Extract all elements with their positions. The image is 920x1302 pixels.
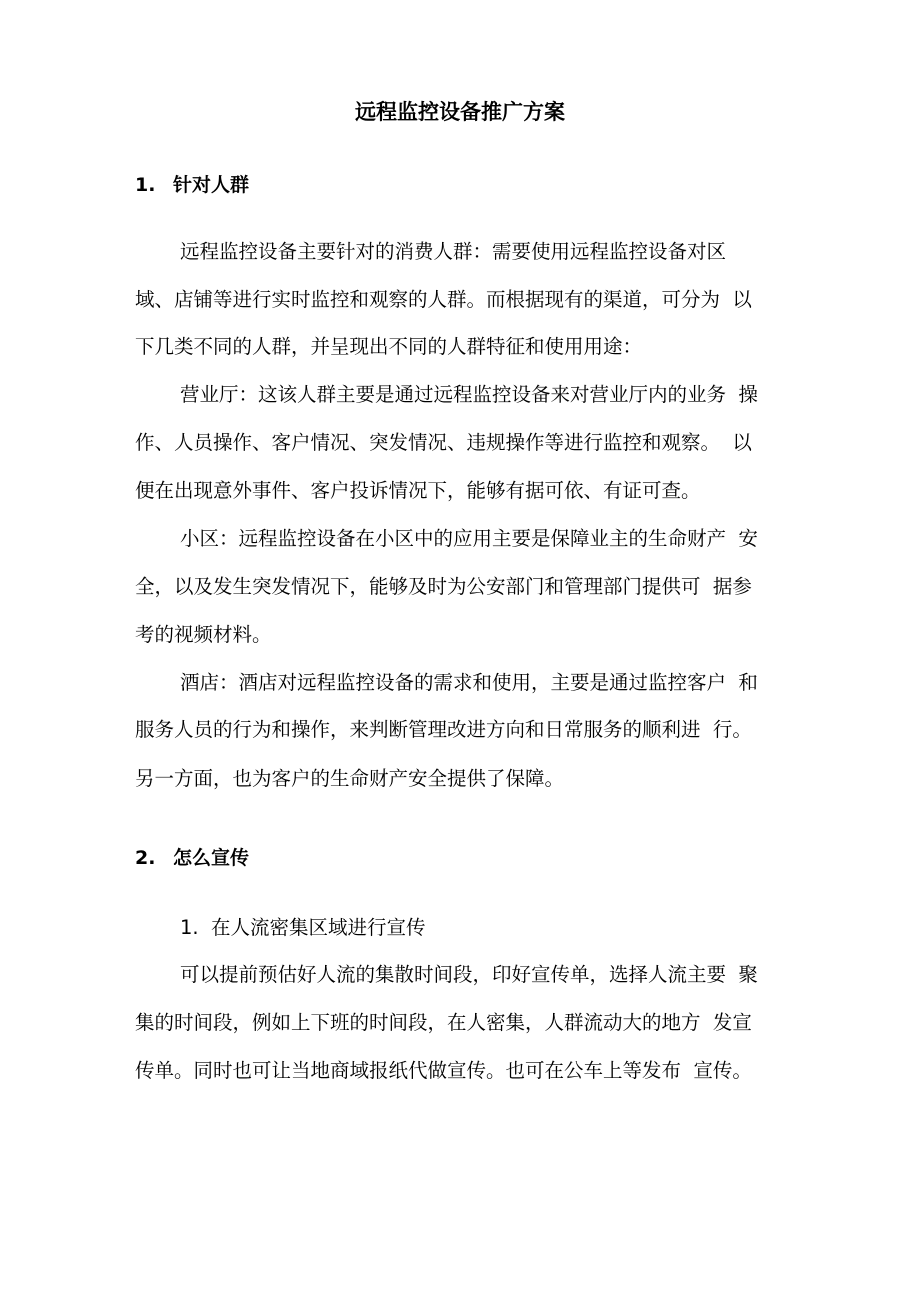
paragraph-line: 营业厅：这该人群主要是通过远程监控设备来对营业厅内的业务 操 [180, 383, 758, 406]
paragraph-line: 小区：远程监控设备在小区中的应用主要是保障业主的生命财产 安 [180, 527, 758, 550]
paragraph-line: 可以提前预估好人流的集散时间段，印好宣传单，选择人流主要 聚 [180, 963, 758, 986]
paragraph-line: 便在出现意外事件、客户投诉情况下，能够有据可依、有证可查。 [135, 479, 701, 502]
section-number: 2. [135, 847, 156, 869]
paragraph-line: 域、店铺等进行实时监控和观察的人群。而根据现有的渠道，可分为 以 [135, 288, 752, 311]
paragraph-line: 酒店：酒店对远程监控设备的需求和使用，主要是通过监控客户 和 [180, 671, 758, 694]
paragraph-line: 作、人员操作、客户情况、突发情况、违规操作等进行监控和观察。 以 [135, 431, 752, 454]
section-number: 1. [135, 174, 156, 196]
section-heading-promotion [135, 843, 249, 870]
section-heading-text: 针对人群 [173, 174, 250, 196]
paragraph-line: 考的视频材料。 [135, 623, 272, 646]
paragraph-line: 全，以及发生突发情况下，能够及时为公安部门和管理部门提供可 据参 [135, 575, 752, 598]
paragraph-line: 服务人员的行为和操作，来判断管理改进方向和日常服务的顺利进 行。 [135, 718, 752, 741]
section-heading-target-audience [135, 170, 249, 197]
section-heading-text: 怎么宣传 [173, 847, 250, 869]
paragraph-line: 下几类不同的人群，并呈现出不同的人群特征和使用用途： [135, 335, 643, 358]
document-title: 远程监控设备推广方案 [355, 100, 565, 124]
paragraph-line: 另一方面，也为客户的生命财产安全提供了保障。 [135, 767, 565, 790]
paragraph-line: 远程监控设备主要针对的消费人群：需要使用远程监控设备对区 [180, 240, 727, 263]
list-item-heading: 1. 在人流密集区域进行宣传 [180, 916, 426, 939]
paragraph-line: 集的时间段，例如上下班的时间段，在人密集，人群流动大的地方 发宣 [135, 1011, 752, 1034]
paragraph-line: 传单。同时也可让当地商域报纸代做宣传。也可在公车上等发布 宣传。 [135, 1059, 752, 1082]
